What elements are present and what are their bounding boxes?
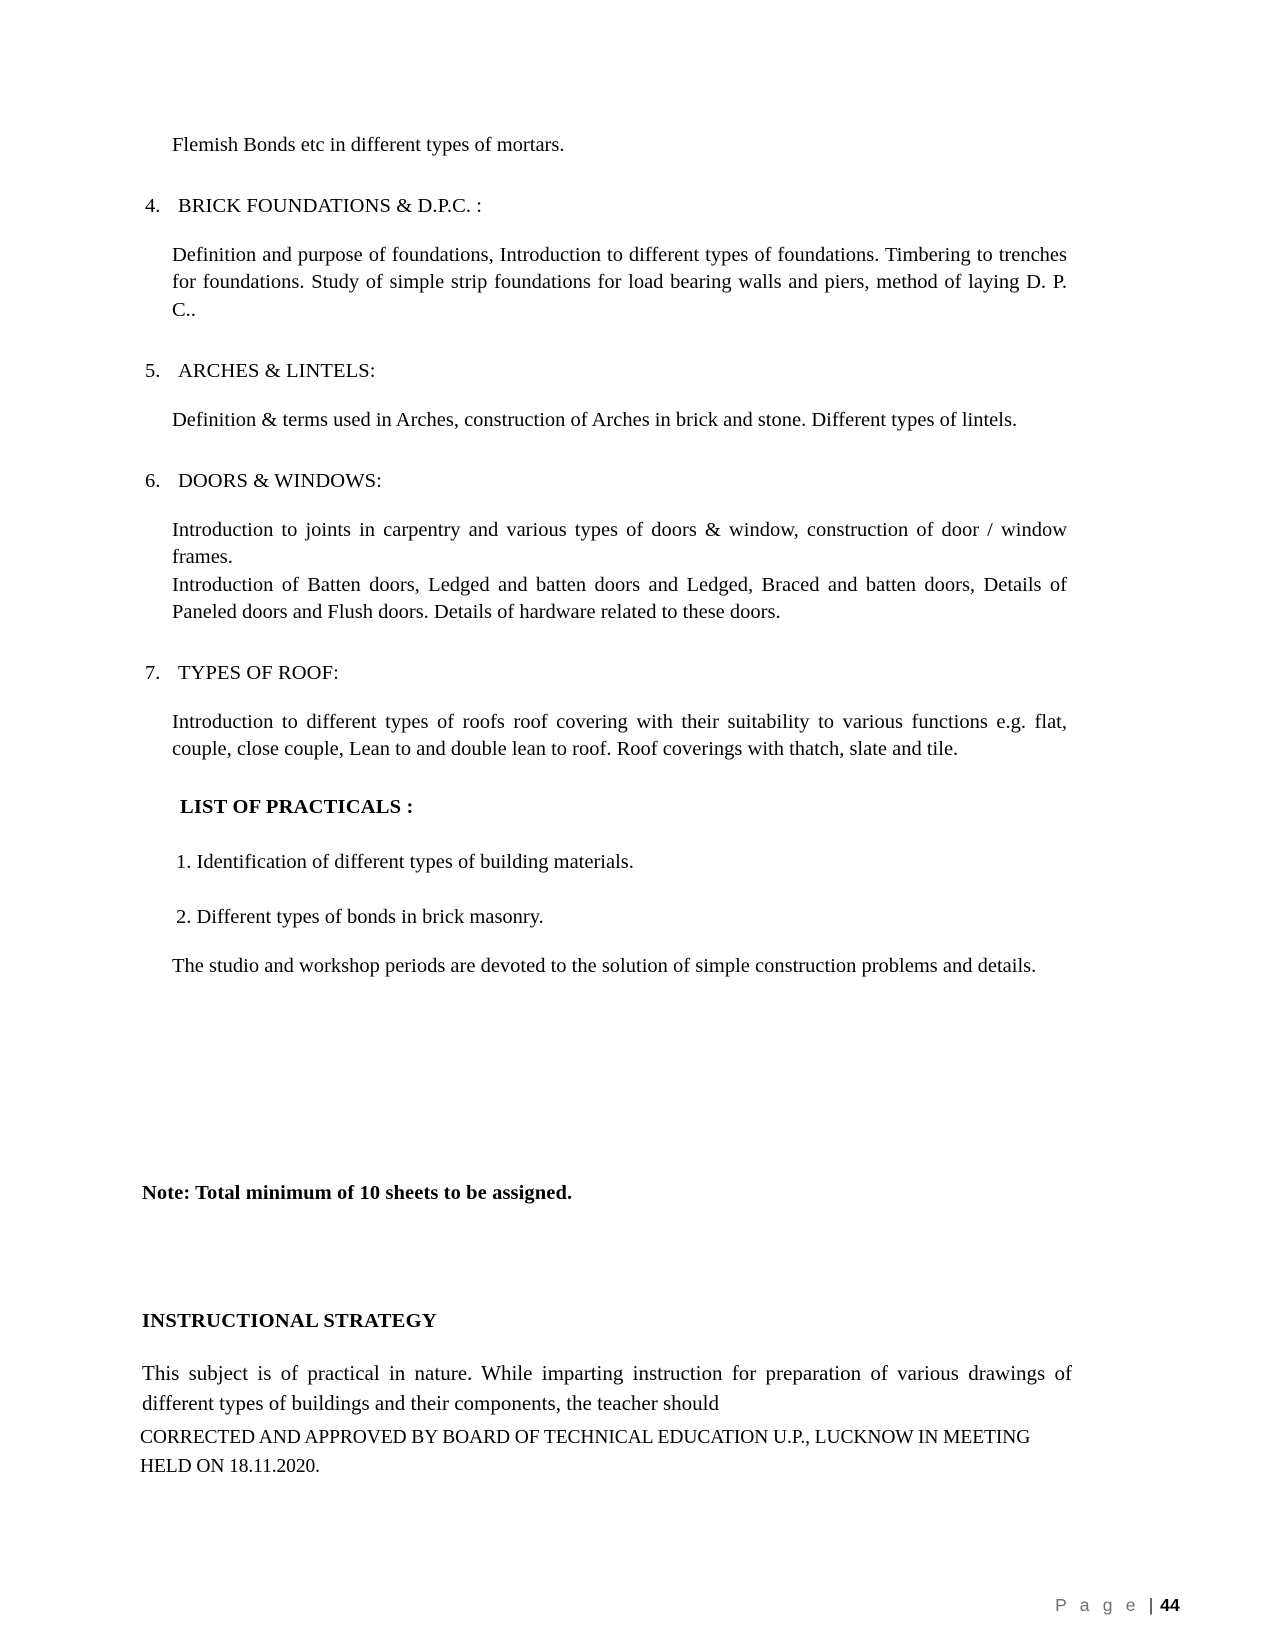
section-number-7: 7. (145, 662, 161, 685)
section-paragraph-5-1: Definition & terms used in Arches, construction of Arches in brick and stone. Different types of lintels. (172, 408, 1018, 431)
section-paragraph-4-1: Definition and purpose of foundations, Introduction to different types of foundations. Timbering to trenches for foundations. Study of simple strip foundations for load bearing walls and piers, method of laying D. P. C.. (172, 244, 1067, 321)
section-title-5: ARCHES & LINTELS: (178, 359, 376, 382)
section-number-5: 5. (145, 359, 161, 382)
closing-paragraph: The studio and workshop periods are devoted to the solution of simple construction problems and details. (172, 954, 1037, 977)
document-body (142, 132, 1067, 980)
practicals-heading: LIST OF PRACTICALS : (180, 795, 414, 818)
section-paragraph-6-2: Introduction of Batten doors, Ledged and batten doors and Ledged, Braced and batten doors, Details of Paneled doors and Flush doors. Details of hardware related to these doors. (172, 573, 1067, 623)
section-title-4: BRICK FOUNDATIONS & D.P.C. : (178, 195, 483, 218)
section-heading-5 (142, 358, 1067, 385)
section-paragraph-6-1: Introduction to joints in carpentry and various types of doors & window, construction of door / window frames. (172, 519, 1067, 569)
instructional-strategy-body: This subject is of practical in nature. While imparting instruction for preparation of various drawings of different types of buildings and their components, the teacher should (142, 1361, 1072, 1415)
section-title-6: DOORS & WINDOWS: (178, 470, 382, 493)
section-number-4: 4. (145, 195, 161, 218)
note-block (142, 1180, 1067, 1207)
page-label: P a g e (1055, 1595, 1149, 1615)
practical-item-2: 2. Different types of bonds in brick masonry. (176, 905, 544, 928)
approval-note: CORRECTED AND APPROVED BY BOARD OF TECHNICAL EDUCATION U.P., LUCKNOW IN MEETING HELD ON 18.11.2020. (140, 1427, 1031, 1478)
section-number-6: 6. (145, 470, 161, 493)
section-heading-4 (142, 193, 1067, 220)
page-footer (1055, 1595, 1180, 1616)
section-title-7: TYPES OF ROOF: (178, 662, 339, 685)
section-heading-6 (142, 468, 1067, 495)
section-paragraph-7-1: Introduction to different types of roofs roof covering with their suitability to various functions e.g. flat, couple, close couple, Lean to and double lean to roof. Roof coverings with thatch, slate and tile. (172, 711, 1067, 761)
page-number: 44 (1160, 1595, 1180, 1615)
lead-line: Flemish Bonds etc in different types of mortars. (172, 134, 565, 156)
section-heading-7 (142, 660, 1067, 687)
practical-item-1: 1. Identification of different types of building materials. (176, 850, 634, 873)
instructional-strategy-block (142, 1308, 1072, 1419)
page-separator: | (1148, 1595, 1154, 1615)
instructional-strategy-heading: INSTRUCTIONAL STRATEGY (142, 1310, 438, 1332)
note-text: Note: Total minimum of 10 sheets to be assigned. (142, 1182, 573, 1204)
